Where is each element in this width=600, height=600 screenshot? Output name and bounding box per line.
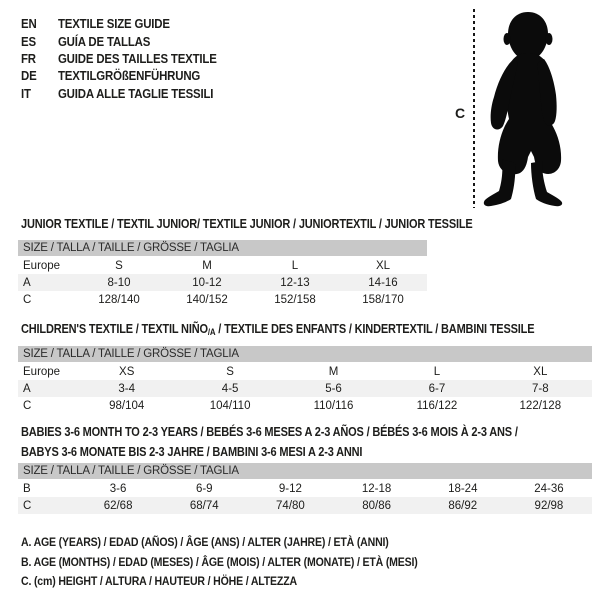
table-cell: L (433, 365, 441, 378)
table-cell: 6-9 (195, 482, 213, 495)
row-label: C (23, 499, 32, 512)
children-size-table (18, 346, 592, 414)
babies-title-line-1: BABIES 3-6 MONTH TO 2-3 YEARS / BEBÉS 3-6 MESES A 2-3 AÑOS / BÉBÉS 3-6 MOIS À 2-3 ANS / (21, 425, 518, 439)
babies-title-line-2: BABYS 3-6 MONATE BIS 2-3 JAHRE / BAMBINI 3-6 MESI A 2-3 ANNI (21, 445, 363, 459)
babies-size-table (18, 463, 592, 514)
table-cell: 24-36 (534, 482, 564, 495)
table-cell: XL (375, 259, 391, 272)
table-cell: 128/140 (98, 293, 140, 306)
language-title-en: TEXTILE SIZE GUIDE (57, 16, 170, 32)
babies-size-header-band: SIZE / TALLA / TAILLE / GRÖSSE / TAGLIA (18, 463, 592, 479)
junior-size-header-band: SIZE / TALLA / TAILLE / GRÖSSE / TAGLIA (18, 240, 427, 256)
title-text-pre: CHILDREN'S TEXTILE / TEXTIL NIÑO (21, 322, 208, 336)
table-cell: 14-16 (368, 276, 398, 289)
table-cell: 12-18 (361, 482, 392, 495)
table-cell: 80/86 (362, 499, 391, 512)
babies-row-months (18, 480, 592, 497)
language-row-en (21, 15, 217, 32)
row-label: A (23, 276, 31, 289)
table-cell: 74/80 (276, 499, 305, 512)
height-label-c: C (455, 105, 466, 121)
language-code-es: ES (21, 33, 36, 49)
children-row-height (18, 397, 592, 414)
title-text-post: / TEXTILE DES ENFANTS / KINDERTEXTIL / BAMBINI TESSILE (215, 322, 535, 336)
table-cell: 104/110 (209, 399, 251, 412)
table-cell: 10-12 (192, 276, 222, 289)
table-cell: S (226, 365, 234, 378)
babies-section-title (21, 422, 518, 462)
table-cell: 3-4 (118, 382, 136, 395)
table-cell: 98/104 (109, 399, 145, 412)
table-cell: 6-7 (428, 382, 446, 395)
row-label: Europe (23, 365, 61, 378)
legend-line-c: C. (cm) HEIGHT / ALTURA / HAUTEUR / HÖHE / ALTEZZA (21, 574, 297, 588)
table-cell: XL (533, 365, 548, 378)
table-cell: 86/92 (448, 499, 478, 512)
table-cell: 158/170 (362, 293, 404, 306)
junior-row-europe (18, 257, 427, 274)
language-code-en: EN (21, 16, 37, 32)
children-row-age (18, 380, 592, 397)
table-cell: 68/74 (189, 499, 219, 512)
table-cell: 9-12 (278, 482, 302, 495)
toddler-silhouette-icon (482, 11, 582, 208)
table-cell: 4-5 (221, 382, 239, 395)
junior-row-height (18, 291, 427, 308)
table-cell: S (115, 259, 123, 272)
row-label: Europe (23, 259, 61, 272)
table-cell: 5-6 (325, 382, 342, 395)
language-code-it: IT (21, 85, 31, 101)
table-cell: 18-24 (448, 482, 478, 495)
language-row-es (21, 32, 217, 49)
table-cell: 122/128 (519, 399, 562, 412)
table-cell: 92/98 (534, 499, 564, 512)
language-row-it (21, 85, 217, 102)
table-cell: 62/68 (103, 499, 133, 512)
table-cell: M (328, 365, 339, 378)
table-cell: L (291, 259, 299, 272)
language-title-de: TEXTILGRÖßENFÜHRUNG (57, 68, 201, 84)
row-label: A (23, 382, 31, 395)
table-cell: 110/116 (313, 399, 354, 412)
table-cell: 116/122 (416, 399, 458, 412)
row-label: B (23, 482, 31, 495)
babies-row-height (18, 497, 592, 514)
junior-section-title: JUNIOR TEXTILE / TEXTIL JUNIOR/ TEXTILE JUNIOR / JUNIORTEXTIL / JUNIOR TESSILE (21, 217, 473, 231)
row-label: C (23, 399, 32, 412)
title-subscript: /A (207, 327, 216, 337)
language-code-fr: FR (21, 50, 36, 66)
legend-line-b: B. AGE (MONTHS) / EDAD (MESES) / ÂGE (MOIS) / ALTER (MONATE) / ETÀ (MESI) (21, 554, 418, 569)
height-measure-dashed-line (473, 9, 475, 208)
language-row-de (21, 67, 217, 84)
junior-row-age (18, 274, 427, 291)
table-cell: 7-8 (532, 382, 549, 395)
language-title-it: GUIDA ALLE TAGLIE TESSILI (57, 85, 214, 101)
children-size-header-band: SIZE / TALLA / TAILLE / GRÖSSE / TAGLIA (18, 346, 592, 362)
table-cell: XS (119, 365, 135, 378)
language-code-de: DE (21, 68, 37, 84)
table-cell: 12-13 (280, 276, 310, 289)
legend-line-a: A. AGE (YEARS) / EDAD (AÑOS) / ÂGE (ANS) / ALTER (JAHRE) / ETÀ (ANNI) (21, 535, 389, 549)
table-cell: 3-6 (109, 482, 127, 495)
legend-block (21, 533, 418, 592)
table-cell: 152/158 (274, 293, 316, 306)
language-row-fr (21, 50, 217, 67)
children-section-title (21, 322, 534, 337)
table-cell: M (202, 259, 212, 272)
table-cell: 140/152 (186, 293, 228, 306)
row-label: C (23, 293, 32, 306)
language-title-block (21, 15, 243, 102)
language-title-es: GUÍA DE TALLAS (57, 33, 151, 49)
children-row-europe (18, 363, 592, 380)
table-cell: 8-10 (107, 276, 131, 289)
junior-size-table (18, 240, 427, 308)
language-title-fr: GUIDE DES TAILLES TEXTILE (57, 50, 217, 66)
